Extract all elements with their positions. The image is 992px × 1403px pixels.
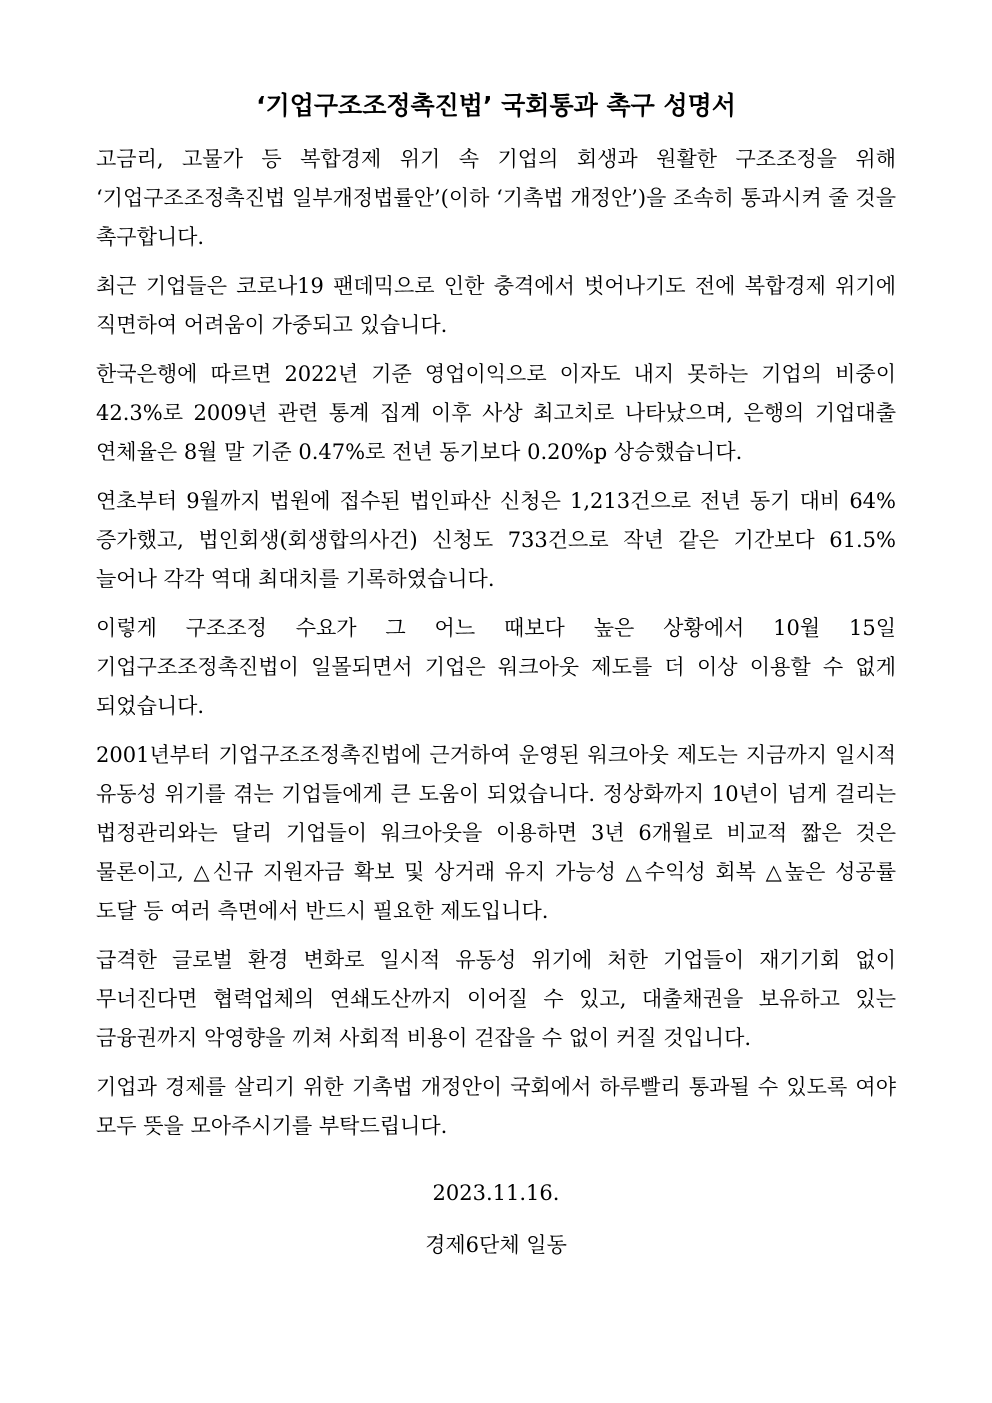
paragraph-7: 급격한 글로벌 환경 변화로 일시적 유동성 위기에 처한 기업들이 재기기회 없이 무너진다면 협력업체의 연쇄도산까지 이어질 수 있고, 대출채권을 보유하고 있는 금융권까지 악영향을 끼쳐 사회적 비용이 걷잡을 수 없이 커질 것입니다. [96,948,896,1050]
paragraph-8: 기업과 경제를 살리기 위한 기촉법 개정안이 국회에서 하루빨리 통과될 수 있도록 여야 모두 뜻을 모아주시기를 부탁드립니다. [96,1075,896,1138]
paragraph-3: 한국은행에 따르면 2022년 기준 영업이익으로 이자도 내지 못하는 기업의 비중이 42.3%로 2009년 관련 통계 집계 이후 사상 최고치로 나타났으며, 은행의 기업대출 연체율은 8월 말 기준 0.47%로 전년 동기보다 0.20%p 상승했습니다. [96,362,896,464]
document-title: ‘기업구조조정촉진법’ 국회통과 촉구 성명서 [256,91,736,120]
paragraph-4: 연초부터 9월까지 법원에 접수된 법인파산 신청은 1,213건으로 전년 동기 대비 64% 증가했고, 법인회생(회생합의사건) 신청도 733건으로 작년 같은 기간보다 61.5% 늘어나 각각 역대 최대치를 기록하였습니다. [96,489,896,591]
paragraph-5: 이렇게 구조조정 수요가 그 어느 때보다 높은 상황에서 10월 15일 기업구조조정촉진법이 일몰되면서 기업은 워크아웃 제도를 더 이상 이용할 수 없게 되었습니다. [96,616,896,718]
paragraph-2: 최근 기업들은 코로나19 팬데믹으로 인한 충격에서 벗어나기도 전에 복합경제 위기에 직면하여 어려움이 가중되고 있습니다. [96,274,896,337]
document-signer: 경제6단체 일동 [425,1233,567,1257]
paragraph-6: 2001년부터 기업구조조정촉진법에 근거하여 운영된 워크아웃 제도는 지금까지 일시적 유동성 위기를 겪는 기업들에게 큰 도움이 되었습니다. 정상화까지 10년이 넘게 걸리는 법정관리와는 달리 기업들이 워크아웃을 이용하면 3년 6개월로 비교적 짧은 것은 물론이고, △신규 지원자금 확보 및 상거래 유지 가능성 △수익성 회복 △높은 성공률 도달 등 여러 측면에서 반드시 필요한 제도입니다. [96,743,896,923]
document-date: 2023.11.16. [432,1181,560,1205]
paragraph-1: 고금리, 고물가 등 복합경제 위기 속 기업의 회생과 원활한 구조조정을 위해 ‘기업구조조정촉진법 일부개정법률안’(이하 ‘기촉법 개정안’)을 조속히 통과시켜 줄 것을 촉구합니다. [96,147,896,249]
